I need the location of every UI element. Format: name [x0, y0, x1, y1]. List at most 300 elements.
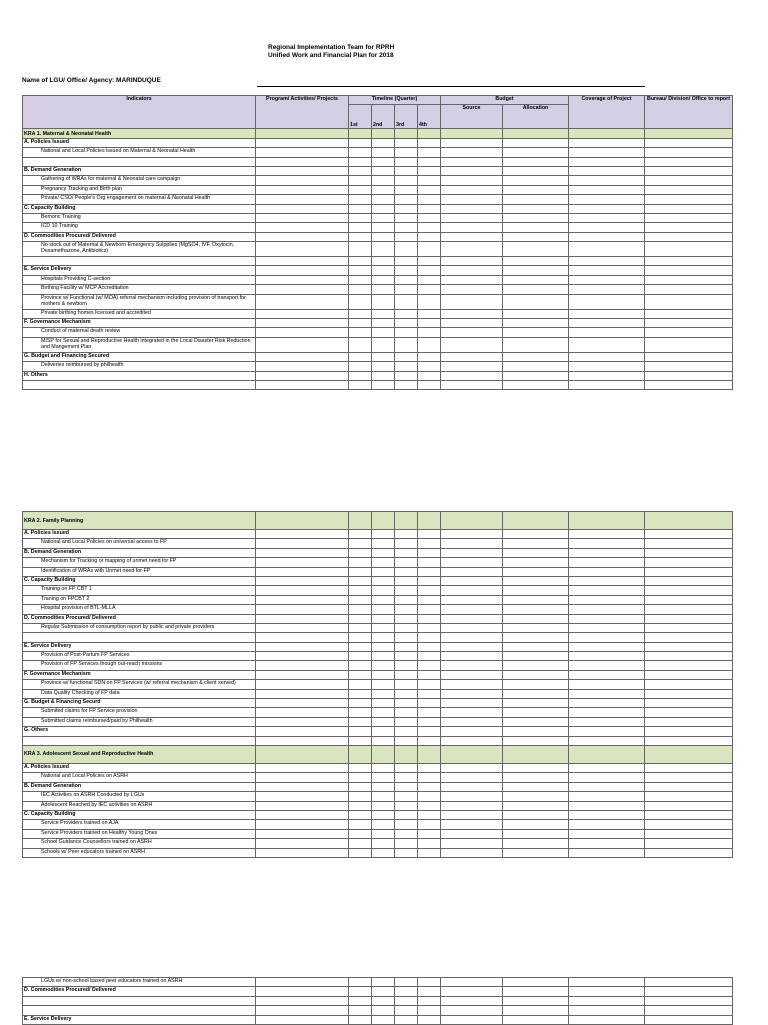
- plan-cell: [418, 223, 441, 232]
- plan-cell: [503, 773, 569, 782]
- plan-cell: [418, 548, 441, 557]
- plan-cell: [372, 839, 395, 848]
- plan-cell: [349, 195, 372, 204]
- plan-cell: [441, 558, 503, 567]
- plan-cell: [372, 567, 395, 576]
- plan-cell: [395, 204, 418, 213]
- plan-cell: [349, 337, 372, 352]
- plan-cell: [569, 257, 645, 266]
- plan-cell: [569, 223, 645, 232]
- plan-cell: [372, 623, 395, 632]
- section-row: [23, 319, 733, 328]
- plan-cell: [569, 309, 645, 318]
- plan-cell: [349, 567, 372, 576]
- plan-cell: [569, 605, 645, 614]
- plan-cell: [395, 129, 418, 138]
- plan-cell: [395, 138, 418, 147]
- plan-cell: [418, 352, 441, 361]
- plan-cell: [645, 680, 733, 689]
- plan-cell: [418, 204, 441, 213]
- plan-cell: [418, 294, 441, 309]
- plan-cell: [418, 285, 441, 294]
- plan-cell: [395, 148, 418, 157]
- section-row: [23, 576, 733, 585]
- indicator-row: [23, 661, 733, 670]
- plan-cell: [503, 138, 569, 147]
- plan-cell: [645, 275, 733, 284]
- plan-cell: [645, 614, 733, 623]
- indicator-cell: Regular Submission of consumption report by public and private providers: [23, 623, 256, 632]
- plan-cell: [256, 680, 349, 689]
- plan-cell: [395, 232, 418, 241]
- plan-cell: [372, 294, 395, 309]
- indicator-cell: Submited claims for FP Service provision: [23, 708, 256, 717]
- plan-cell: [372, 512, 395, 530]
- plan-cell: [645, 576, 733, 585]
- indicator-row: [23, 773, 733, 782]
- kra1-body: [23, 129, 733, 390]
- plan-cell: [395, 213, 418, 222]
- plan-cell: [256, 820, 349, 829]
- indicator-cell: G. Budget & Financing Securd: [23, 699, 256, 708]
- plan-cell: [569, 157, 645, 166]
- plan-cell: [372, 166, 395, 175]
- plan-cell: [569, 558, 645, 567]
- indicator-cell: A. Policies Issued: [23, 530, 256, 539]
- plan-cell: [372, 1015, 395, 1024]
- plan-cell: [645, 801, 733, 810]
- plan-cell: [503, 820, 569, 829]
- plan-cell: [372, 670, 395, 679]
- plan-cell: [349, 745, 372, 763]
- indicator-row: [23, 633, 733, 642]
- plan-cell: [645, 1006, 733, 1015]
- plan-cell: [645, 763, 733, 772]
- plan-cell: [503, 848, 569, 857]
- plan-cell: [395, 558, 418, 567]
- plan-cell: [441, 978, 503, 987]
- plan-cell: [349, 614, 372, 623]
- plan-cell: [372, 157, 395, 166]
- plan-cell: [569, 176, 645, 185]
- plan-cell: [503, 166, 569, 175]
- plan-cell: [372, 736, 395, 745]
- plan-cell: [418, 558, 441, 567]
- plan-cell: [503, 548, 569, 557]
- plan-cell: [569, 539, 645, 548]
- indicator-cell: Private/ CSO/ People's Org engagement on maternal & Neonatal Health: [23, 195, 256, 204]
- plan-cell: [441, 1015, 503, 1024]
- plan-cell: [372, 185, 395, 194]
- plan-cell: [503, 699, 569, 708]
- plan-cell: [441, 736, 503, 745]
- indicator-cell: Bemonc Training: [23, 213, 256, 222]
- plan-cell: [349, 773, 372, 782]
- plan-cell: [569, 670, 645, 679]
- plan-cell: [372, 1006, 395, 1015]
- plan-cell: [645, 223, 733, 232]
- plan-cell: [349, 792, 372, 801]
- plan-cell: [349, 605, 372, 614]
- plan-cell: [441, 185, 503, 194]
- plan-cell: [503, 987, 569, 996]
- plan-cell: [441, 195, 503, 204]
- indicator-cell: E. Service Delivery: [23, 266, 256, 275]
- plan-cell: [372, 548, 395, 557]
- plan-cell: [645, 371, 733, 380]
- plan-cell: [503, 810, 569, 819]
- plan-cell: [441, 129, 503, 138]
- plan-cell: [645, 623, 733, 632]
- plan-cell: [418, 996, 441, 1005]
- plan-cell: [256, 148, 349, 157]
- col-q1: 1st: [349, 105, 372, 129]
- plan-cell: [645, 166, 733, 175]
- plan-cell: [645, 652, 733, 661]
- plan-cell: [441, 204, 503, 213]
- plan-cell: [503, 539, 569, 548]
- indicator-row: [23, 978, 733, 987]
- plan-cell: [503, 782, 569, 791]
- plan-cell: [372, 987, 395, 996]
- plan-cell: [645, 829, 733, 838]
- plan-cell: [645, 987, 733, 996]
- indicator-row: [23, 717, 733, 726]
- plan-cell: [395, 166, 418, 175]
- indicator-cell: A. Policies Issued: [23, 138, 256, 147]
- plan-cell: [395, 328, 418, 337]
- plan-cell: [256, 319, 349, 328]
- plan-cell: [256, 1006, 349, 1015]
- plan-cell: [349, 539, 372, 548]
- plan-cell: [418, 745, 441, 763]
- plan-cell: [503, 633, 569, 642]
- plan-cell: [503, 328, 569, 337]
- plan-cell: [441, 380, 503, 389]
- plan-cell: [372, 689, 395, 698]
- indicator-row: [23, 605, 733, 614]
- plan-cell: [569, 567, 645, 576]
- plan-cell: [395, 539, 418, 548]
- plan-cell: [645, 328, 733, 337]
- indicator-row: [23, 848, 733, 857]
- plan-cell: [418, 978, 441, 987]
- plan-cell: [441, 782, 503, 791]
- indicator-row: [23, 595, 733, 604]
- plan-cell: [395, 319, 418, 328]
- plan-cell: [569, 614, 645, 623]
- plan-cell: [372, 717, 395, 726]
- plan-cell: [395, 1015, 418, 1024]
- plan-cell: [645, 978, 733, 987]
- title-line-1: Regional Implementation Team for RPRH: [268, 44, 395, 51]
- section-row: [23, 763, 733, 772]
- plan-cell: [256, 792, 349, 801]
- plan-cell: [395, 195, 418, 204]
- plan-cell: [256, 567, 349, 576]
- plan-cell: [441, 595, 503, 604]
- plan-cell: [395, 978, 418, 987]
- col-program: Program/ Activities/ Projects: [256, 96, 349, 129]
- plan-cell: [395, 773, 418, 782]
- plan-cell: [645, 380, 733, 389]
- plan-cell: [349, 727, 372, 736]
- indicator-cell: National and Local Policies on ASRH: [23, 773, 256, 782]
- plan-cell: [256, 763, 349, 772]
- indicator-cell: Identification of WRAs with Unmet need for FP: [23, 567, 256, 576]
- plan-cell: [256, 548, 349, 557]
- plan-cell: [256, 848, 349, 857]
- plan-cell: [349, 166, 372, 175]
- plan-cell: [256, 699, 349, 708]
- indicator-cell: National and Local Policies issued on Maternal & Neonatal Health: [23, 148, 256, 157]
- plan-cell: [645, 512, 733, 530]
- plan-cell: [349, 1006, 372, 1015]
- plan-cell: [569, 512, 645, 530]
- plan-cell: [418, 257, 441, 266]
- plan-cell: [418, 242, 441, 257]
- plan-cell: [569, 661, 645, 670]
- plan-cell: [569, 736, 645, 745]
- indicator-cell: Training on FP CBT 1: [23, 586, 256, 595]
- plan-cell: [569, 996, 645, 1005]
- plan-cell: [569, 242, 645, 257]
- indicator-cell: IEC Activities on ASRH Conducted by LGUs: [23, 792, 256, 801]
- indicator-row: [23, 362, 733, 371]
- plan-cell: [256, 138, 349, 147]
- plan-cell: [372, 558, 395, 567]
- plan-cell: [441, 567, 503, 576]
- plan-cell: [256, 661, 349, 670]
- plan-cell: [569, 352, 645, 361]
- plan-cell: [418, 727, 441, 736]
- plan-cell: [256, 195, 349, 204]
- plan-cell: [569, 371, 645, 380]
- plan-cell: [645, 567, 733, 576]
- plan-cell: [569, 699, 645, 708]
- plan-cell: [418, 530, 441, 539]
- plan-cell: [503, 567, 569, 576]
- indicator-cell: Service Providers trained on Healthy Young Ones: [23, 829, 256, 838]
- indicator-row: [23, 275, 733, 284]
- plan-cell: [503, 996, 569, 1005]
- plan-cell: [418, 699, 441, 708]
- plan-cell: [256, 166, 349, 175]
- plan-cell: [569, 285, 645, 294]
- plan-cell: [569, 727, 645, 736]
- plan-cell: [418, 614, 441, 623]
- plan-cell: [569, 129, 645, 138]
- kra2-body: [23, 512, 733, 858]
- plan-cell: [645, 782, 733, 791]
- plan-cell: [372, 727, 395, 736]
- plan-cell: [256, 576, 349, 585]
- plan-cell: [349, 548, 372, 557]
- plan-cell: [395, 987, 418, 996]
- plan-cell: [569, 328, 645, 337]
- plan-cell: [256, 586, 349, 595]
- plan-cell: [645, 558, 733, 567]
- plan-cell: [569, 642, 645, 651]
- plan-cell: [256, 362, 349, 371]
- plan-cell: [503, 727, 569, 736]
- plan-cell: [395, 185, 418, 194]
- indicator-cell: G. Others: [23, 727, 256, 736]
- section-row: [23, 642, 733, 651]
- plan-cell: [645, 138, 733, 147]
- plan-cell: [645, 586, 733, 595]
- plan-cell: [569, 829, 645, 838]
- indicator-cell: [23, 257, 256, 266]
- plan-cell: [372, 708, 395, 717]
- indicator-cell: Pregnancy Tracking and Birth plan: [23, 185, 256, 194]
- plan-cell: [349, 129, 372, 138]
- indicator-cell: Birthing Facility w/ MCP Accreditation: [23, 285, 256, 294]
- plan-cell: [441, 727, 503, 736]
- plan-cell: [256, 708, 349, 717]
- plan-cell: [645, 294, 733, 309]
- plan-cell: [645, 839, 733, 848]
- indicator-row: [23, 801, 733, 810]
- plan-cell: [569, 380, 645, 389]
- col-bureau: Bureau/ Division/ Office to report: [645, 96, 733, 129]
- indicator-row: [23, 586, 733, 595]
- plan-cell: [395, 661, 418, 670]
- plan-cell: [372, 148, 395, 157]
- plan-cell: [441, 138, 503, 147]
- plan-cell: [645, 129, 733, 138]
- section-row: [23, 371, 733, 380]
- plan-cell: [395, 294, 418, 309]
- indicator-row: [23, 829, 733, 838]
- indicator-cell: C. Capacity Building: [23, 576, 256, 585]
- col-q3: 3rd: [395, 105, 418, 129]
- plan-cell: [395, 337, 418, 352]
- plan-cell: [441, 848, 503, 857]
- plan-cell: [256, 539, 349, 548]
- plan-cell: [645, 848, 733, 857]
- plan-cell: [256, 129, 349, 138]
- indicator-row: [23, 294, 733, 309]
- plan-cell: [503, 512, 569, 530]
- plan-cell: [418, 652, 441, 661]
- plan-cell: [441, 166, 503, 175]
- plan-cell: [395, 380, 418, 389]
- plan-cell: [256, 810, 349, 819]
- plan-cell: [418, 595, 441, 604]
- indicator-cell: Service Providers trained on AJA: [23, 820, 256, 829]
- plan-cell: [645, 810, 733, 819]
- plan-cell: [349, 157, 372, 166]
- plan-cell: [372, 275, 395, 284]
- plan-cell: [569, 1006, 645, 1015]
- indicator-cell: Deliveries reimbursed by philhealth: [23, 362, 256, 371]
- plan-cell: [503, 371, 569, 380]
- plan-cell: [256, 309, 349, 318]
- plan-cell: [441, 839, 503, 848]
- plan-cell: [503, 294, 569, 309]
- plan-cell: [441, 223, 503, 232]
- plan-cell: [349, 294, 372, 309]
- plan-cell: [349, 633, 372, 642]
- plan-cell: [503, 337, 569, 352]
- plan-cell: [569, 717, 645, 726]
- plan-cell: [395, 176, 418, 185]
- plan-cell: [645, 773, 733, 782]
- indicator-row: [23, 689, 733, 698]
- plan-cell: [569, 337, 645, 352]
- plan-cell: [349, 328, 372, 337]
- plan-cell: [395, 829, 418, 838]
- plan-cell: [395, 576, 418, 585]
- plan-cell: [349, 717, 372, 726]
- indicator-row: [23, 195, 733, 204]
- indicator-row: [23, 996, 733, 1005]
- plan-cell: [349, 309, 372, 318]
- plan-cell: [503, 689, 569, 698]
- plan-cell: [256, 294, 349, 309]
- plan-cell: [349, 661, 372, 670]
- plan-cell: [503, 745, 569, 763]
- plan-cell: [395, 257, 418, 266]
- plan-cell: [503, 623, 569, 632]
- plan-cell: [418, 680, 441, 689]
- plan-cell: [372, 605, 395, 614]
- plan-cell: [503, 309, 569, 318]
- plan-cell: [441, 337, 503, 352]
- plan-cell: [503, 558, 569, 567]
- plan-cell: [569, 689, 645, 698]
- plan-cell: [256, 745, 349, 763]
- plan-cell: [349, 576, 372, 585]
- plan-cell: [645, 689, 733, 698]
- indicator-row: [23, 652, 733, 661]
- plan-cell: [441, 512, 503, 530]
- plan-cell: [395, 699, 418, 708]
- plan-cell: [569, 266, 645, 275]
- indicator-row: [23, 337, 733, 352]
- indicator-cell: Schools w/ Peer educators trained on ASRH: [23, 848, 256, 857]
- kra1-table: [22, 95, 733, 390]
- indicator-cell: Hospital provision of BTL-MLLA: [23, 605, 256, 614]
- plan-cell: [418, 839, 441, 848]
- plan-cell: [256, 558, 349, 567]
- plan-cell: [349, 232, 372, 241]
- plan-cell: [645, 242, 733, 257]
- plan-cell: [395, 512, 418, 530]
- plan-cell: [441, 652, 503, 661]
- plan-cell: [349, 978, 372, 987]
- plan-cell: [441, 1006, 503, 1015]
- plan-cell: [503, 176, 569, 185]
- plan-cell: [418, 371, 441, 380]
- plan-cell: [569, 204, 645, 213]
- plan-cell: [349, 242, 372, 257]
- plan-cell: [645, 148, 733, 157]
- plan-cell: [569, 763, 645, 772]
- plan-cell: [395, 642, 418, 651]
- plan-cell: [395, 782, 418, 791]
- indicator-row: [23, 176, 733, 185]
- plan-cell: [395, 352, 418, 361]
- kra-header-row: [23, 129, 733, 138]
- indicator-cell: Adolescent Reached by IEC activities on ASRH: [23, 801, 256, 810]
- indicator-cell: D. Commodities Procured/ Delivered: [23, 614, 256, 623]
- plan-cell: [418, 148, 441, 157]
- indicator-cell: Conduct of maternal death review: [23, 328, 256, 337]
- plan-cell: [256, 512, 349, 530]
- plan-cell: [256, 736, 349, 745]
